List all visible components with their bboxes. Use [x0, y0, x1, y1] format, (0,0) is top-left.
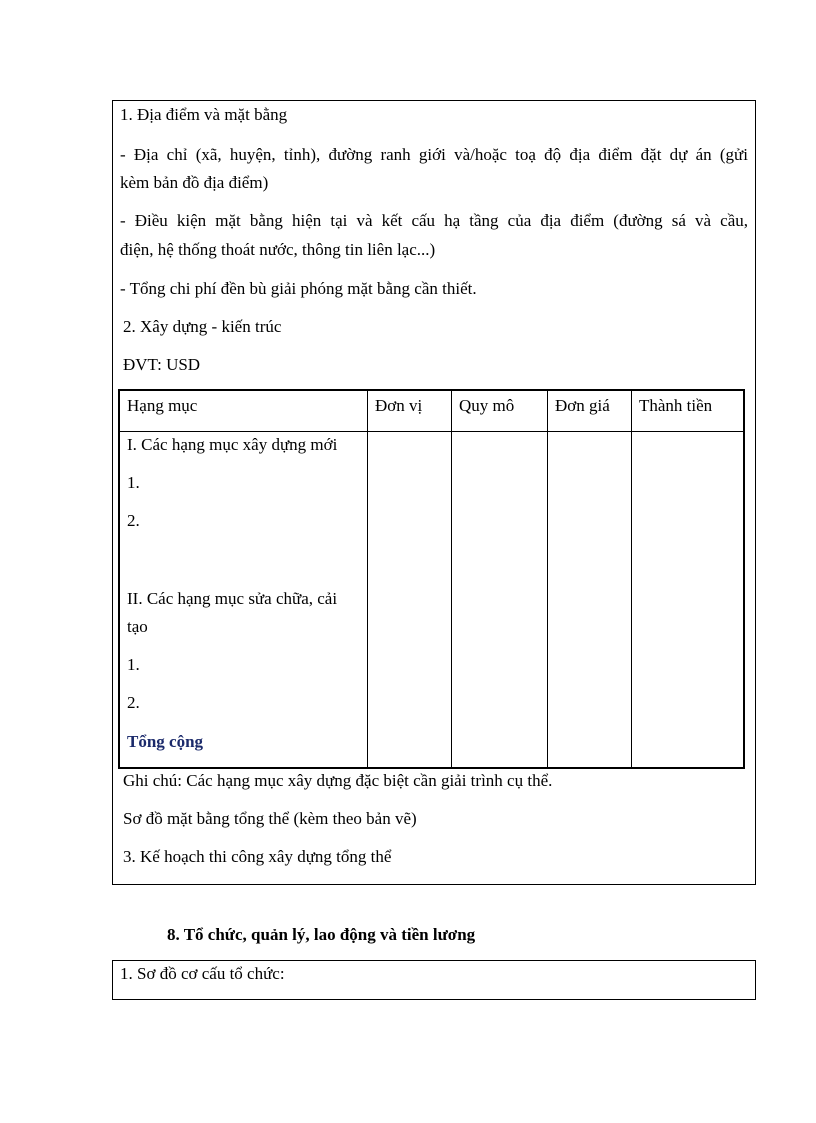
section-3-title: 3. Kế hoạch thi công xây dựng tổng thể — [123, 847, 392, 866]
table-row: 2. — [127, 693, 140, 712]
col-header-unit: Đơn vị — [375, 396, 423, 415]
repair-group-line-1: II. Các hạng mục sửa chữa, cải — [127, 589, 338, 608]
section-2-title: 2. Xây dựng - kiến trúc — [123, 317, 282, 336]
column-divider — [547, 390, 548, 768]
compensation-cost-line: - Tổng chi phí đền bù giải phóng mặt bằng cần thiết. — [120, 279, 477, 298]
col-header-item: Hạng mục — [127, 396, 198, 415]
column-divider — [451, 390, 452, 768]
table-row: 1. — [127, 655, 140, 674]
col-header-unit-price: Đơn giá — [555, 396, 610, 415]
column-divider — [631, 390, 632, 768]
address-line-2: kèm bản đồ địa điểm) — [120, 173, 269, 192]
table-row: 2. — [127, 511, 140, 530]
col-header-scale: Quy mô — [459, 396, 515, 415]
currency-unit-label: ĐVT: USD — [123, 355, 201, 374]
new-construction-group: I. Các hạng mục xây dựng mới — [127, 435, 338, 454]
total-row-label: Tổng cộng — [127, 732, 204, 751]
org-chart-label: 1. Sơ đồ cơ cấu tổ chức: — [120, 964, 285, 983]
repair-group-line-2: tạo — [127, 617, 148, 636]
conditions-line-2: điện, hệ thống thoát nước, thông tin liên lạc...) — [120, 240, 436, 259]
site-plan-line: Sơ đồ mặt bằng tổng thể (kèm theo bản vẽ) — [123, 809, 417, 828]
column-divider — [367, 390, 368, 768]
section-8-heading: 8. Tổ chức, quản lý, lao động và tiền lương — [167, 925, 476, 944]
table-row: 1. — [127, 473, 140, 492]
table-header-divider — [119, 431, 744, 432]
address-line-1: - Địa chỉ (xã, huyện, tỉnh), đường ranh giới và/hoặc toạ độ địa điểm đặt dự án (gửi — [120, 145, 748, 164]
col-header-amount: Thành tiền — [639, 396, 713, 415]
conditions-line-1: - Điều kiện mặt bằng hiện tại và kết cấu hạ tầng của địa điểm (đường sá và cầu, — [120, 211, 748, 230]
special-items-note: Ghi chú: Các hạng mục xây dựng đặc biệt cần giải trình cụ thể. — [123, 771, 553, 790]
section-1-title: 1. Địa điểm và mặt bằng — [120, 105, 288, 124]
